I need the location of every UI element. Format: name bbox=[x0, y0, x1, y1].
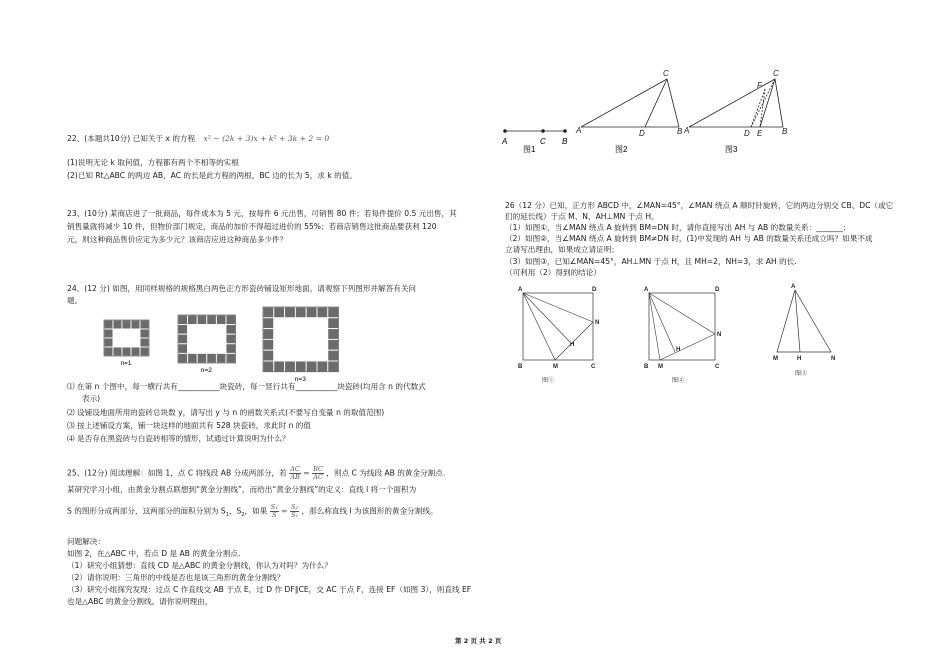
q25-line9: 也是△ABC 的黄金分割线。请你说明理由。 bbox=[67, 597, 213, 606]
black-tile bbox=[140, 320, 149, 329]
svg-text:A: A bbox=[644, 287, 649, 293]
black-tile bbox=[178, 325, 188, 335]
q26-line6: （3）如图③，已知∠MAN=45°，AH⊥MN 于点 H，且 MH=2，NH=3，求 AH 的长. bbox=[505, 257, 797, 266]
fig-label-circled-2: 图② bbox=[672, 378, 685, 384]
black-tile bbox=[197, 353, 207, 363]
tile-figure-label: n=3 bbox=[294, 375, 306, 383]
black-tile bbox=[285, 307, 296, 318]
q26-line3: （1）如图①，当∠MAN 绕点 A 旋转到 BM=DN 时，请你直接写出 AH 与 AB 的数量关系：_______； bbox=[505, 223, 851, 232]
black-tile bbox=[131, 320, 140, 329]
black-tile bbox=[178, 353, 188, 363]
q24-part1b: 表示) bbox=[82, 394, 101, 403]
black-tile bbox=[216, 353, 226, 363]
black-tile bbox=[140, 329, 149, 338]
q22-part2: (2)已知 Rt△ABC 的两边 AB，AC 的长是此方程的两根，BC 边的长为 5，求 k 的值。 bbox=[67, 171, 357, 180]
white-tile bbox=[295, 318, 306, 329]
white-tile bbox=[306, 339, 317, 350]
svg-text:D: D bbox=[715, 287, 720, 293]
white-tile bbox=[317, 350, 328, 361]
fraction-s1-s: $\frac{\text{S₁}}{S}$ bbox=[270, 503, 278, 519]
white-tile bbox=[188, 344, 198, 354]
svg-text:M: M bbox=[773, 356, 778, 362]
black-tile bbox=[328, 307, 339, 318]
white-tile bbox=[295, 339, 306, 350]
q23-line2: 销售量就将减少 10 件，但物价部门规定，商品的加价不得超过进价的 55%；若商店销售这批商品要获利 120 bbox=[67, 222, 437, 231]
svg-text:A: A bbox=[502, 137, 508, 146]
golden-section-figures bbox=[495, 60, 795, 160]
white-tile bbox=[306, 329, 317, 340]
figure-3-triangle bbox=[689, 79, 783, 127]
fraction-ac-ab: $\frac{AC}{AB}$ bbox=[290, 465, 300, 481]
black-tile bbox=[274, 361, 285, 372]
svg-text:D: D bbox=[639, 129, 645, 138]
svg-text:H: H bbox=[570, 342, 575, 348]
square-figures bbox=[510, 282, 850, 387]
q24-part2: ⑵ 设铺设地面所用的瓷砖总块数 y，请写出 y 与 n 的函数关系式(不要写自变量 n 的取值范围) bbox=[67, 408, 385, 417]
white-tile bbox=[306, 318, 317, 329]
white-tile bbox=[188, 334, 198, 344]
white-tile bbox=[122, 338, 131, 347]
q23-line1: 23、(10分) 某商店进了一批商品，每件成本为 5 元，按每件 6 元出售，可销售 80 件；若每件提价 0.5 元出售，其 bbox=[67, 209, 457, 218]
white-tile bbox=[285, 318, 296, 329]
q25-line8: （3）研究小组探究发现：过点 C 作直线交 AB 于点 E，过 D 作 DF∥CE，交 AC 于点 F，连接 EF（如图 3），则直线 EF bbox=[67, 585, 472, 594]
black-tile bbox=[226, 334, 236, 344]
svg-text:D: D bbox=[592, 287, 597, 293]
q26-line1: 26（12 分）已知，正方形 ABCD 中，∠MAN=45°，∠MAN 绕点 A 顺时针旋转，它的两边分别交 CB、DC（或它 bbox=[505, 201, 894, 210]
black-tile bbox=[113, 347, 122, 356]
black-tile bbox=[263, 307, 274, 318]
black-tile bbox=[122, 347, 131, 356]
black-tile bbox=[226, 325, 236, 335]
q25-line5: 如图 2，在△ABC 中，若点 D 是 AB 的黄金分割点. bbox=[67, 549, 241, 558]
svg-text:H: H bbox=[676, 347, 681, 353]
white-tile bbox=[197, 334, 207, 344]
white-tile bbox=[274, 339, 285, 350]
fig-label-3: 图3 bbox=[725, 145, 738, 154]
white-tile bbox=[295, 329, 306, 340]
svg-text:C: C bbox=[773, 69, 779, 78]
fig-label-circled-3: 图③ bbox=[795, 371, 808, 377]
q26-line5: 立请写出理由，如果成立请证明； bbox=[505, 245, 619, 254]
black-tile bbox=[328, 318, 339, 329]
white-tile bbox=[197, 325, 207, 335]
q26-line2: 们的延长线）于点 M、N，AH⊥MN 于点 H。 bbox=[505, 212, 659, 221]
black-tile bbox=[274, 307, 285, 318]
white-tile bbox=[285, 329, 296, 340]
black-tile bbox=[104, 338, 113, 347]
svg-text:A: A bbox=[684, 126, 690, 135]
black-tile bbox=[122, 320, 131, 329]
white-tile bbox=[317, 318, 328, 329]
white-tile bbox=[122, 329, 131, 338]
white-tile bbox=[207, 325, 217, 335]
fig-label-1: 图1 bbox=[523, 145, 536, 154]
black-tile bbox=[328, 350, 339, 361]
fig-label-circled-1: 图① bbox=[542, 378, 555, 384]
white-tile bbox=[317, 339, 328, 350]
svg-text:C: C bbox=[663, 69, 669, 78]
q26-line4: （2）如图②，当∠MAN 绕点 A 旋转到 BM≠DN 时，(1)中发现的 AH 与 AB 的数量关系还成立吗？如果不成 bbox=[505, 234, 873, 243]
black-tile bbox=[226, 315, 236, 325]
svg-text:N: N bbox=[717, 332, 722, 338]
black-tile bbox=[104, 320, 113, 329]
black-tile bbox=[285, 361, 296, 372]
tile-figure-label: n=2 bbox=[200, 367, 212, 374]
black-tile bbox=[263, 339, 274, 350]
black-tile bbox=[188, 353, 198, 363]
black-tile bbox=[295, 307, 306, 318]
q24-part1a: ⑴ 在第 n 个图中，每一横行共有___________块瓷砖，每一竖行共有___________块瓷砖(均用含 n 的代数式 bbox=[67, 382, 426, 391]
white-tile bbox=[216, 325, 226, 335]
white-tile bbox=[207, 344, 217, 354]
figure-1-segment bbox=[501, 129, 568, 146]
fig-label-2: 图2 bbox=[615, 145, 628, 154]
white-tile bbox=[188, 325, 198, 335]
white-tile bbox=[274, 318, 285, 329]
black-tile bbox=[113, 320, 122, 329]
black-tile bbox=[328, 329, 339, 340]
black-tile bbox=[104, 329, 113, 338]
black-tile bbox=[306, 361, 317, 372]
white-tile bbox=[295, 350, 306, 361]
q24-line2: 题。 bbox=[67, 296, 83, 305]
svg-text:H: H bbox=[797, 356, 802, 362]
svg-text:C: C bbox=[540, 137, 546, 146]
svg-text:B: B bbox=[562, 137, 568, 146]
svg-text:B: B bbox=[782, 127, 788, 136]
black-tile bbox=[263, 361, 274, 372]
white-tile bbox=[113, 338, 122, 347]
black-tile bbox=[263, 318, 274, 329]
black-tile bbox=[178, 315, 188, 325]
black-tile bbox=[178, 344, 188, 354]
q22-head: 22、(本题共10分) 已知关于 x 的方程 x² − (2k + 3)x + k² + 3k + 2 = 0 bbox=[67, 134, 330, 143]
white-tile bbox=[306, 350, 317, 361]
tile-figure-label: n=1 bbox=[120, 360, 132, 367]
white-tile bbox=[216, 334, 226, 344]
q25-line6: （1）研究小组猜想：直线 CD 是△ABC 的黄金分割线，你认为对吗？为什么？ bbox=[67, 561, 332, 570]
svg-text:C: C bbox=[715, 364, 720, 370]
q26-line7: （可利用（2）得到的结论） bbox=[505, 268, 601, 277]
black-tile bbox=[226, 353, 236, 363]
svg-text:N: N bbox=[595, 320, 600, 326]
q25-line2: 某研究学习小组，由黄金分割点联想到“黄金分割线”，而给出“黄金分割线”的定义：直线 l 将一个面积为 bbox=[67, 485, 417, 494]
svg-text:A: A bbox=[791, 284, 796, 290]
black-tile bbox=[207, 353, 217, 363]
q25-line3: S 的图形分成两部分，这两部分的面积分别为 $S_1$，$S_2$，如果 $\frac{\text{S₁}}{S}$ = $\frac{\text{S₂}}{\text{S₁}}$ ，那么称直线 l 为该图形的黄金分割线。 bbox=[67, 503, 438, 519]
black-tile bbox=[104, 347, 113, 356]
q24-line1: 24、(12 分) 如图，用同样规格的规格黑白两色正方形瓷砖铺设矩形地面，请观察下列图形并解答有关问 bbox=[67, 284, 417, 293]
black-tile bbox=[216, 315, 226, 325]
black-tile bbox=[197, 315, 207, 325]
black-tile bbox=[295, 361, 306, 372]
svg-text:B: B bbox=[644, 364, 649, 370]
svg-text:B: B bbox=[677, 127, 683, 136]
black-tile bbox=[317, 361, 328, 372]
svg-text:B: B bbox=[518, 364, 523, 370]
figure-2-triangle bbox=[581, 79, 679, 127]
white-tile bbox=[274, 329, 285, 340]
white-tile bbox=[317, 329, 328, 340]
black-tile bbox=[263, 350, 274, 361]
svg-text:M: M bbox=[553, 364, 558, 370]
q25-line4: 问题解决： bbox=[67, 537, 105, 546]
page-footer: 第 2 页 共 2 页 bbox=[455, 637, 502, 645]
fraction-s2-s1: $\frac{\text{S₂}}{\text{S₁}}$ bbox=[291, 503, 299, 519]
svg-text:E: E bbox=[757, 129, 763, 138]
black-tile bbox=[306, 307, 317, 318]
black-tile bbox=[188, 315, 198, 325]
white-tile bbox=[216, 344, 226, 354]
black-tile bbox=[317, 307, 328, 318]
white-tile bbox=[113, 329, 122, 338]
black-tile bbox=[178, 334, 188, 344]
svg-text:N: N bbox=[831, 356, 836, 362]
svg-text:A: A bbox=[518, 287, 523, 293]
svg-text:D: D bbox=[744, 129, 750, 138]
black-tile bbox=[140, 347, 149, 356]
white-tile bbox=[131, 329, 140, 338]
black-tile bbox=[131, 347, 140, 356]
white-tile bbox=[285, 350, 296, 361]
white-tile bbox=[197, 344, 207, 354]
tile-figures bbox=[100, 305, 360, 385]
black-tile bbox=[226, 344, 236, 354]
q23-line3: 元，则这种商品售价应定为多少元？该商店应进这种商品多少件？ bbox=[67, 235, 288, 244]
white-tile bbox=[207, 334, 217, 344]
black-tile bbox=[328, 339, 339, 350]
q22-equation: x² − (2k + 3)x + k² + 3k + 2 = 0 bbox=[203, 134, 330, 143]
q24-part3: ⑶ 按上述铺设方案，铺一块这样的地面共有 528 块瓷砖，求此时 n 的值 bbox=[67, 421, 311, 430]
q25-line7: （2）请你说明：三角形的中线是否也是该三角形的黄金分割线？ bbox=[67, 573, 285, 582]
svg-text:F: F bbox=[757, 81, 762, 90]
black-tile bbox=[328, 361, 339, 372]
q24-part4: ⑷ 是否存在黑瓷砖与白瓷砖相等的情形，试通过计算说明为什么？ bbox=[67, 434, 290, 443]
black-tile bbox=[263, 329, 274, 340]
black-tile bbox=[207, 315, 217, 325]
svg-text:M: M bbox=[658, 364, 663, 370]
svg-text:A: A bbox=[576, 126, 582, 135]
q22-part1: (1)说明无论 k 取何值，方程都有两个不相等的实根 bbox=[67, 158, 239, 167]
fraction-bc-ac: $\frac{BC}{AC}$ bbox=[313, 465, 323, 481]
q25-line1: 25、(12分) 阅读理解：如图 1，点 C 将线段 AB 分成两部分，若 $\frac{AC}{AB}$ = $\frac{BC}{AC}$ ，则点 C 为线段 AB 的黄金分割点. bbox=[67, 465, 446, 481]
white-tile bbox=[131, 338, 140, 347]
black-tile bbox=[140, 338, 149, 347]
white-tile bbox=[285, 339, 296, 350]
svg-text:C: C bbox=[591, 364, 596, 370]
white-tile bbox=[274, 350, 285, 361]
